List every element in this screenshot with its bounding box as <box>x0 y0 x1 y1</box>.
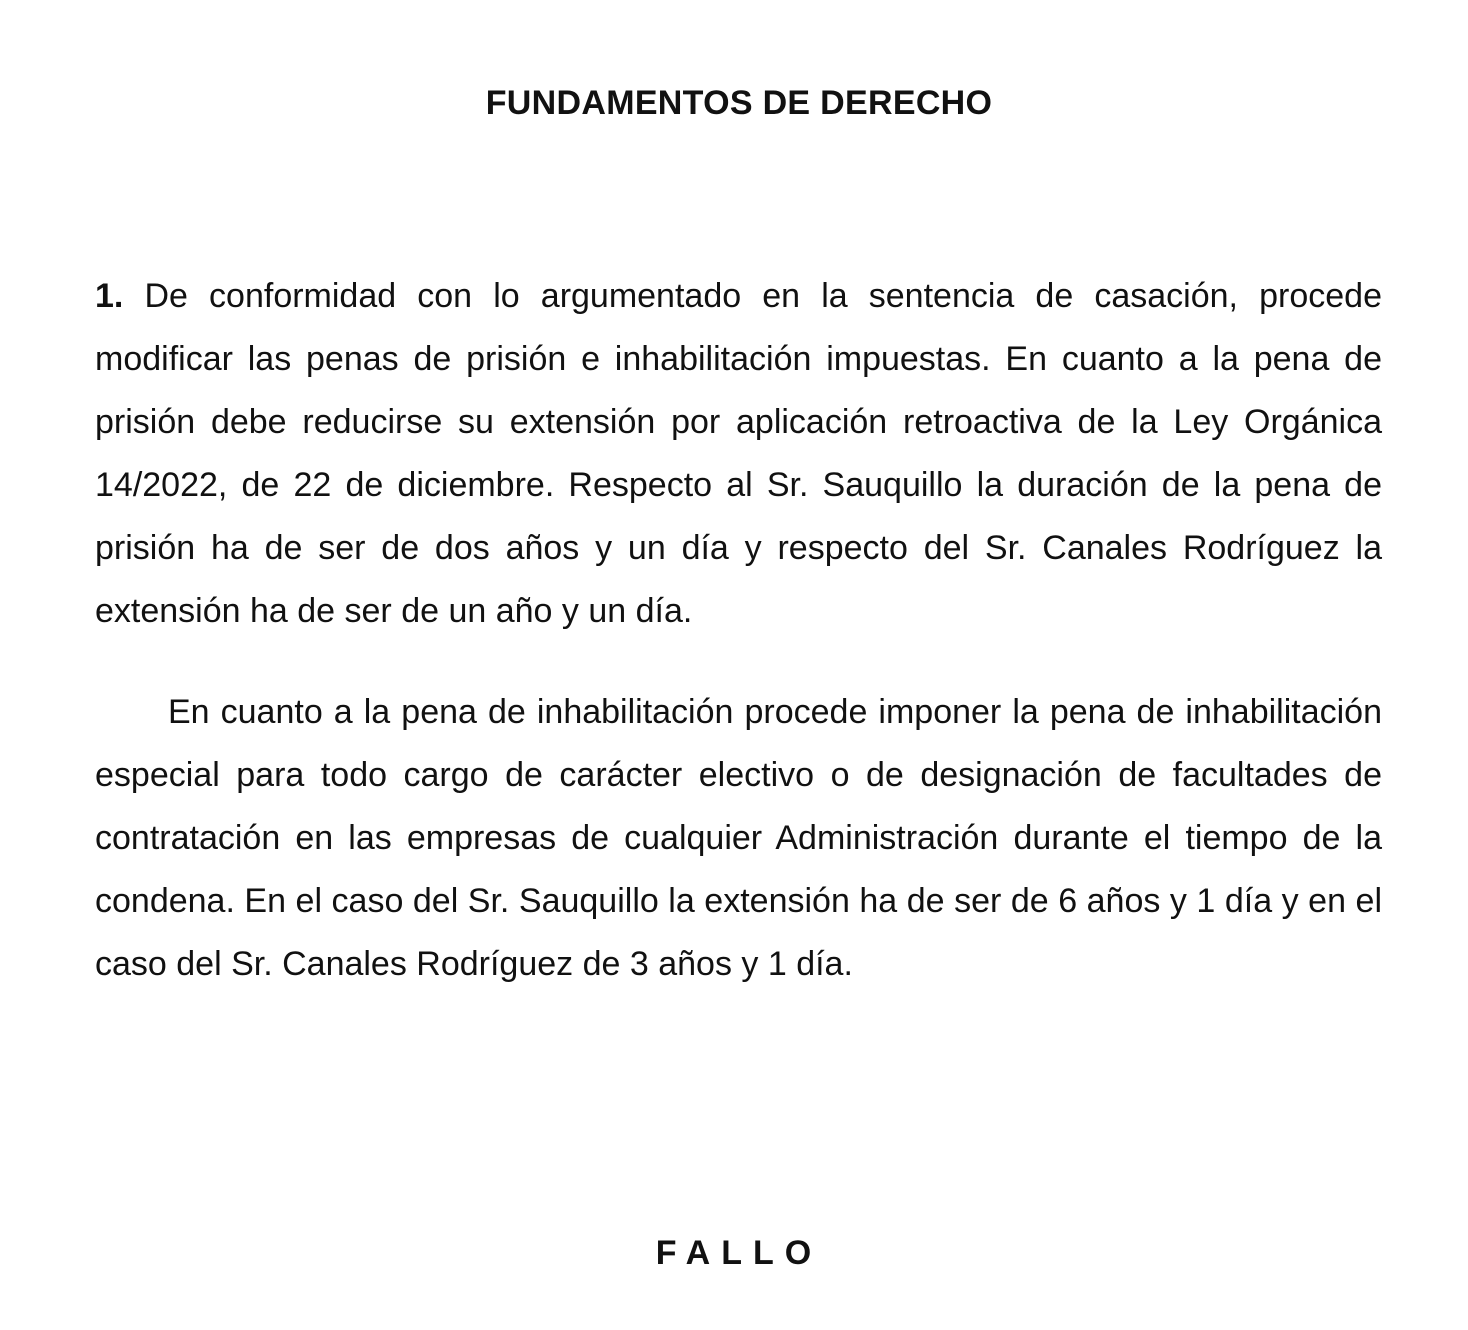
fallo-heading: FALLO <box>655 1234 823 1272</box>
paragraph-number: 1. <box>95 277 124 315</box>
paragraph-1-text: De conformidad con lo argumentado en la sentencia de casación, procede modificar las penas de prisión e inhabilitación impuestas. En cuanto a la pena de prisión debe reducirse su extensión por aplicación retroactiva de la Ley Orgánica 14/2022, de 22 de diciembre. Respecto al Sr. Sauquillo la duración de la pena de prisión ha de ser de dos años y un día y respecto del Sr. Canales Rodríguez la extensión ha de ser de un año y un día. <box>95 277 1382 630</box>
paragraph-2 <box>95 681 1382 996</box>
section-heading: FUNDAMENTOS DE DERECHO <box>485 84 993 122</box>
paragraph-1 <box>95 265 1382 643</box>
paragraph-2-text: En cuanto a la pena de inhabilitación procede imponer la pena de inhabilitación especial para todo cargo de carácter electivo o de designación de facultades de contratación en las empresas de cualquier Administración durante el tiempo de la condena. En el caso del Sr. Sauquillo la extensión ha de ser de 6 años y 1 día y en el caso del Sr. Canales Rodríguez de 3 años y 1 día. <box>95 693 1382 983</box>
